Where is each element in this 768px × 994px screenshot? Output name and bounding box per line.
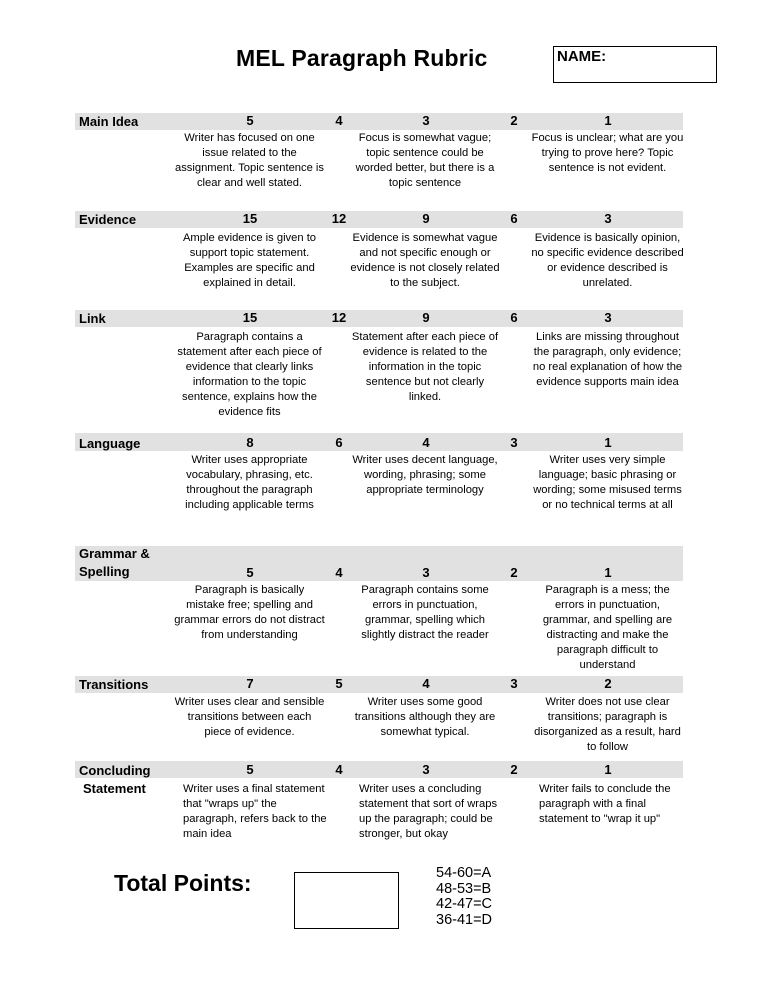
score-value: 3 [422, 762, 430, 777]
criteria-description: Writer uses very simple language; basic phrasing or wording; some misused terms or no technical terms at all [533, 454, 682, 511]
criteria-description: Evidence is basically opinion, no specific evidence described or evidence described is unrelated. [531, 232, 684, 289]
category-label: Spelling [79, 564, 130, 579]
score-value: 4 [335, 113, 343, 128]
grade-scale-item: 42-47=C [436, 896, 493, 912]
category-label: Main Idea [79, 114, 139, 129]
score-value: 3 [604, 310, 612, 325]
score-value: 3 [422, 565, 430, 580]
score-value: 1 [604, 762, 612, 777]
score-value: 6 [335, 435, 343, 450]
score-value: 8 [246, 435, 254, 450]
section-header-band [75, 546, 683, 581]
score-value: 4 [422, 435, 430, 450]
score-value: 6 [510, 211, 518, 226]
criteria-description: Focus is somewhat vague; topic sentence could be worded better, but there is a topic sentence [355, 132, 495, 189]
category-label: Concluding [79, 763, 151, 778]
score-value: 1 [604, 113, 612, 128]
section-header-band [75, 433, 683, 451]
criteria-description: Evidence is somewhat vague and not specific enough or evidence is not closely related to the subject. [350, 232, 500, 289]
score-value: 5 [335, 676, 343, 691]
criteria-description: Writer uses a concluding statement that sort of wraps up the paragraph; could be stronger, but okay [359, 783, 498, 840]
score-value: 9 [422, 211, 430, 226]
category-label: Link [79, 311, 106, 326]
score-value: 3 [510, 435, 518, 450]
score-value: 5 [246, 762, 254, 777]
criteria-description: Focus is unclear; what are you trying to prove here? Topic sentence is not evident. [531, 132, 684, 174]
score-value: 2 [510, 113, 518, 128]
criteria-description: Paragraph is basically mistake free; spelling and grammar errors do not distract from understanding [174, 584, 325, 641]
section-header-band [75, 676, 683, 693]
score-value: 2 [604, 676, 612, 691]
score-value: 2 [510, 762, 518, 777]
category-label: Grammar & [79, 546, 150, 561]
criteria-description: Writer uses a final statement that "wraps up" the paragraph, refers back to the main idea [183, 783, 327, 840]
score-value: 3 [422, 113, 430, 128]
score-value: 5 [246, 113, 254, 128]
score-value: 3 [604, 211, 612, 226]
name-field[interactable] [553, 46, 717, 83]
score-value: 12 [331, 310, 347, 325]
score-value: 6 [510, 310, 518, 325]
grade-scale-item: 36-41=D [436, 911, 493, 928]
section-header-band [75, 113, 683, 130]
score-value: 4 [335, 565, 343, 580]
criteria-description: Statement after each piece of evidence is related to the information in the topic sentence but not clearly linked. [351, 331, 499, 403]
criteria-description: Writer uses decent language, wording, phrasing; some appropriate terminology [352, 454, 498, 496]
category-label: Language [79, 436, 141, 451]
score-value: 5 [246, 565, 254, 580]
score-value: 15 [242, 211, 258, 226]
score-value: 12 [331, 211, 347, 226]
criteria-description: Writer does not use clear transitions; paragraph is disorganized as a result, hard to follow [534, 696, 681, 753]
total-points-box[interactable] [294, 872, 399, 929]
section-header-band [75, 761, 683, 778]
criteria-description: Links are missing throughout the paragraph, only evidence; no real explanation of how the evidence supports main idea [532, 331, 683, 388]
score-value: 15 [242, 310, 258, 325]
category-label: Transitions [79, 677, 149, 692]
score-value: 3 [510, 676, 518, 691]
page-title: MEL Paragraph Rubric [236, 45, 488, 71]
section-header-band [75, 211, 683, 228]
criteria-description: Paragraph is a mess; the errors in punctuation, grammar, and spelling are distracting and make the paragraph difficult to understand [542, 584, 673, 671]
score-value: 9 [422, 310, 430, 325]
score-value: 4 [422, 676, 430, 691]
grade-scale-item: 48-53=B [436, 880, 492, 897]
criteria-description: Writer uses appropriate vocabulary, phrasing, etc. throughout the paragraph including applicable terms [185, 454, 314, 511]
criteria-description: Paragraph contains some errors in punctuation, grammar, spelling which slightly distract the reader [361, 584, 489, 641]
category-label: Evidence [79, 212, 137, 227]
score-value: 4 [335, 762, 343, 777]
score-value: 1 [604, 435, 612, 450]
category-label: Statement [83, 781, 146, 796]
criteria-description: Paragraph contains a statement after each piece of evidence that clearly links information to the topic sentence, explains how the evidence fits [177, 331, 322, 418]
criteria-description: Ample evidence is given to support topic statement. Examples are specific and explained in detail. [182, 232, 317, 289]
grade-scale [436, 866, 492, 928]
criteria-description: Writer has focused on one issue related to the assignment. Topic sentence is clear and well stated. [174, 132, 325, 189]
score-value: 1 [604, 565, 612, 580]
criteria-description: Writer uses some good transitions although they are somewhat typical. [354, 696, 496, 738]
score-value: 2 [510, 565, 518, 580]
criteria-description: Writer fails to conclude the paragraph with a final statement to "wrap it up" [539, 783, 671, 825]
name-label: NAME: [557, 48, 607, 65]
criteria-description: Writer uses clear and sensible transitions between each piece of evidence. [174, 696, 325, 738]
score-value: 7 [246, 676, 254, 691]
section-header-band [75, 310, 683, 327]
grade-scale-item: 54-60=A [436, 865, 492, 881]
total-points-label: Total Points: [114, 870, 252, 896]
